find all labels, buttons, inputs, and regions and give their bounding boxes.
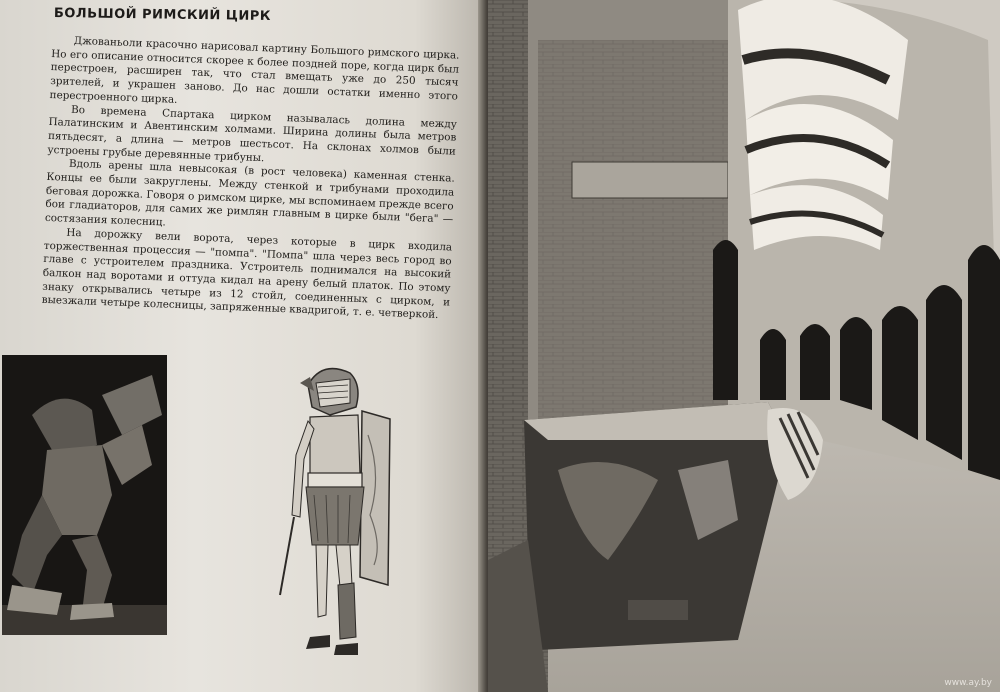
paragraph-3: Вдоль арены шла невысокая (в рост человека) каменная стенка. Концы ее были закруглены. Между стенкой и трибунами проходила беговая дорожка. Говоря о римском цирке, мы вспоминаем прежде всего бои гладиаторов, для самих же римлян главным в цирке были "бега" — состязания колесниц.	[44, 158, 455, 229]
body-text	[41, 34, 459, 324]
statue-image	[2, 355, 167, 635]
page-heading: БОЛЬШОЙ РИМСКИЙ ЦИРК	[53, 6, 272, 25]
gladiator-illustration	[270, 355, 400, 660]
ruins-photo	[488, 0, 1000, 692]
left-page	[0, 0, 488, 692]
gladiator-statue-photo	[2, 355, 167, 635]
paragraph-1: Джованьоли красочно нарисовал картину Большого римского цирка. Но его описание относится скорее к более поздней поре, когда цирк был перестроен, расширен так, что стал вмещать уже до 250 тысяч зрителей, и украшен заново. До нас дошли остатки именно этого перестроенного цирка.	[49, 34, 460, 106]
paragraph-4: На дорожку вели ворота, через которые в цирк входила торжественная процессия — "помпа". "Помпа" шла через весь город во главе с устроителем праздника. Устроитель поднимался на высокий балкон над воротами и оттуда кидал на арену белый платок. По этому знаку открывались четыре из 12 стойл, соединенных с цирком, и выезжали четыре колесницы, запряженные квадригой, т. е. четверкой.	[41, 226, 453, 322]
gladiator-drawing	[270, 355, 400, 660]
paragraph-2: Во времена Спартака цирком называлась долина между Палатинским и Авентинским холмами. Ширина долины была метров пятьдесят, а длина — метров шестьсот. На склонах холмов были устроены грубые деревянные трибуны.	[47, 103, 458, 164]
colosseum-ruins-image	[488, 0, 1000, 692]
watermark-text: www.ay.by	[944, 678, 992, 688]
